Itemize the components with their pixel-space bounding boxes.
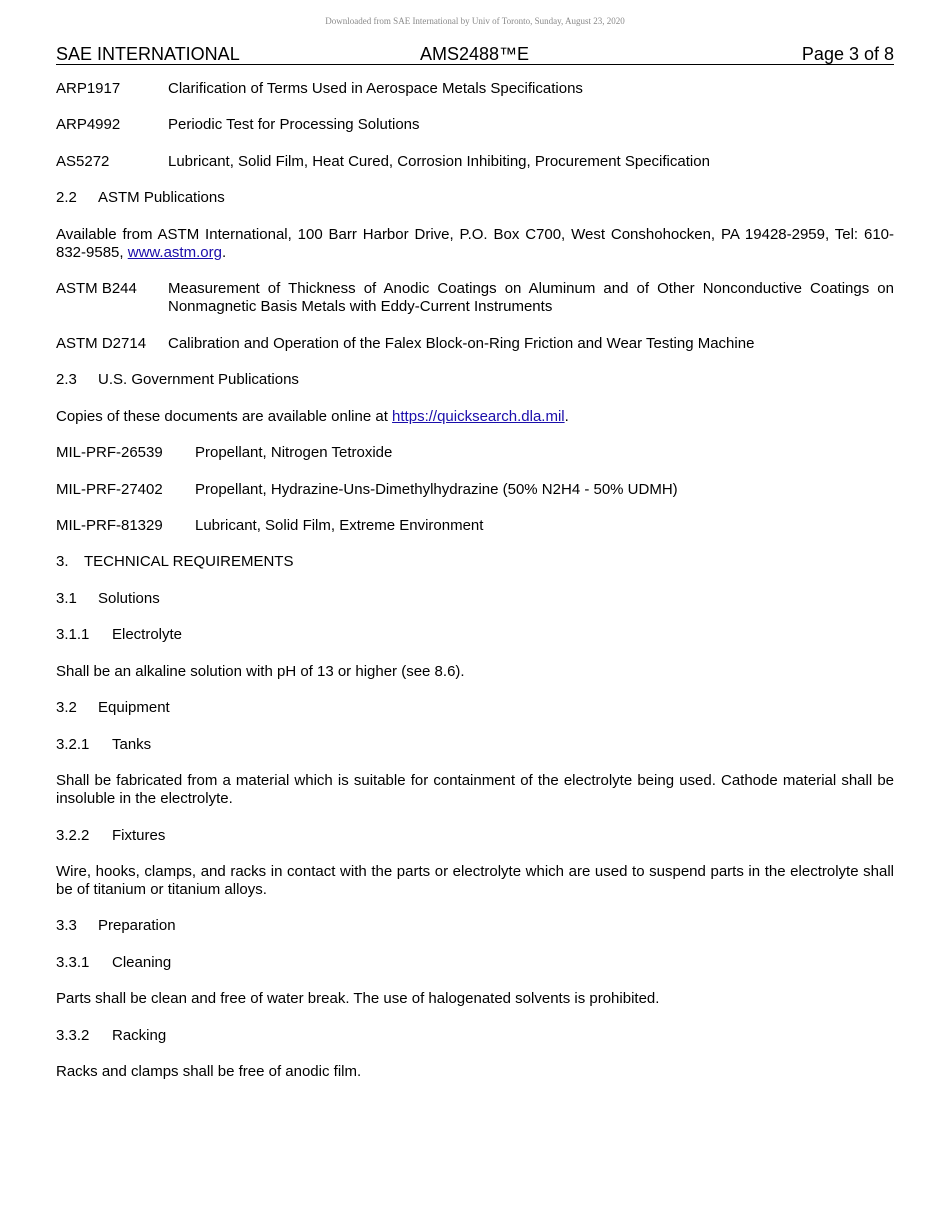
reference-title: Clarification of Terms Used in Aerospace Metals Specifications bbox=[168, 80, 583, 97]
section-title: TECHNICAL REQUIREMENTS bbox=[84, 553, 294, 570]
section-title: Electrolyte bbox=[112, 626, 183, 643]
section-title: ASTM Publications bbox=[98, 189, 225, 206]
section-heading-3-3 bbox=[56, 917, 894, 935]
section-heading-3-1-1 bbox=[56, 626, 894, 644]
section-title: Equipment bbox=[98, 699, 170, 716]
section-title: Fixtures bbox=[112, 827, 166, 844]
section-number: 3.3 bbox=[56, 917, 77, 934]
reference-item bbox=[56, 280, 894, 316]
section-number: 3.1.1 bbox=[56, 626, 90, 643]
cleaning-paragraph: Parts shall be clean and free of water break. The use of halogenated solvents is prohibited. bbox=[56, 990, 660, 1007]
reference-title: Calibration and Operation of the Falex Block-on-Ring Friction and Wear Testing Machine bbox=[168, 335, 755, 352]
reference-item bbox=[56, 116, 894, 134]
section-number: 3. bbox=[56, 553, 69, 570]
section-number: 3.2.2 bbox=[56, 827, 90, 844]
reference-code: ASTM B244 bbox=[56, 280, 137, 297]
reference-title: Measurement of Thickness of Anodic Coatings on Aluminum and of Other Nonconductive Coatings on Nonmagnetic Basis Metals with Eddy-Current Instruments bbox=[168, 280, 894, 315]
section-heading-2-3 bbox=[56, 371, 894, 389]
section-number: 3.1 bbox=[56, 590, 77, 607]
reference-title: Lubricant, Solid Film, Extreme Environment bbox=[195, 517, 484, 534]
section-heading-3-2-2 bbox=[56, 827, 894, 845]
reference-item bbox=[56, 444, 894, 462]
section-title: Tanks bbox=[112, 736, 152, 753]
punctuation: . bbox=[564, 408, 569, 425]
header-page-number: Page 3 of 8 bbox=[801, 44, 894, 64]
reference-code: ARP1917 bbox=[56, 80, 121, 97]
section-heading-3-3-2 bbox=[56, 1027, 894, 1045]
gov-availability-text: Copies of these documents are available online at bbox=[56, 408, 393, 425]
section-heading-2-2 bbox=[56, 189, 894, 207]
astm-website-link[interactable]: www.astm.org bbox=[127, 244, 222, 261]
section-heading-3-2 bbox=[56, 699, 894, 717]
section-number: 3.2 bbox=[56, 699, 77, 716]
reference-title: Propellant, Nitrogen Tetroxide bbox=[195, 444, 393, 461]
section-number: 3.2.1 bbox=[56, 736, 90, 753]
section-title: U.S. Government Publications bbox=[98, 371, 299, 388]
section-heading-3-1 bbox=[56, 590, 894, 608]
section-number: 2.2 bbox=[56, 189, 77, 206]
section-title: Solutions bbox=[98, 590, 160, 607]
reference-title: Lubricant, Solid Film, Heat Cured, Corrosion Inhibiting, Procurement Specification bbox=[168, 153, 710, 170]
reference-item bbox=[56, 481, 894, 499]
reference-code: MIL-PRF-27402 bbox=[56, 481, 163, 498]
racking-paragraph: Racks and clamps shall be free of anodic film. bbox=[56, 1063, 362, 1080]
header-doc-number: AMS2488™E bbox=[420, 44, 530, 64]
section-heading-3-2-1 bbox=[56, 736, 894, 754]
reference-code: MIL-PRF-26539 bbox=[56, 444, 163, 461]
reference-item bbox=[56, 335, 894, 353]
section-heading-3-3-1 bbox=[56, 954, 894, 972]
electrolyte-paragraph: Shall be an alkaline solution with pH of 13 or higher (see 8.6). bbox=[56, 663, 465, 680]
reference-code: AS5272 bbox=[56, 153, 110, 170]
gov-availability-paragraph bbox=[56, 408, 894, 426]
reference-code: MIL-PRF-81329 bbox=[56, 517, 163, 534]
section-number: 3.3.2 bbox=[56, 1027, 90, 1044]
reference-item bbox=[56, 80, 894, 98]
section-title: Cleaning bbox=[112, 954, 172, 971]
astm-address-text: Available from ASTM International, 100 Barr Harbor Drive, P.O. Box C700, West Conshohocken, PA 19428-2959, Tel: 610-832-9585, bbox=[56, 226, 894, 261]
reference-code: ASTM D2714 bbox=[56, 335, 147, 352]
section-number: 2.3 bbox=[56, 371, 77, 388]
astm-availability-paragraph bbox=[56, 226, 894, 262]
reference-item bbox=[56, 517, 894, 535]
reference-code: ARP4992 bbox=[56, 116, 121, 133]
fixtures-paragraph: Wire, hooks, clamps, and racks in contact with the parts or electrolyte which are used to suspend parts in the electrolyte shall be of titanium or titanium alloys. bbox=[56, 863, 894, 898]
quicksearch-link[interactable]: https://quicksearch.dla.mil bbox=[392, 408, 565, 425]
reference-title: Propellant, Hydrazine-Uns-Dimethylhydrazine (50% N2H4 - 50% UDMH) bbox=[195, 481, 678, 498]
reference-item bbox=[56, 153, 894, 171]
download-watermark: Downloaded from SAE International by Univ of Toronto, Sunday, August 23, 2020 bbox=[325, 16, 625, 26]
section-number: 3.3.1 bbox=[56, 954, 90, 971]
page-header bbox=[56, 44, 894, 65]
tanks-paragraph: Shall be fabricated from a material which is suitable for containment of the electrolyte being used. Cathode material shall be insoluble in the electrolyte. bbox=[56, 772, 894, 807]
punctuation: . bbox=[221, 244, 227, 261]
section-title: Preparation bbox=[98, 917, 176, 934]
reference-title: Periodic Test for Processing Solutions bbox=[168, 116, 420, 133]
header-org: SAE INTERNATIONAL bbox=[56, 44, 240, 64]
section-heading-3 bbox=[56, 553, 894, 571]
section-title: Racking bbox=[112, 1027, 167, 1044]
